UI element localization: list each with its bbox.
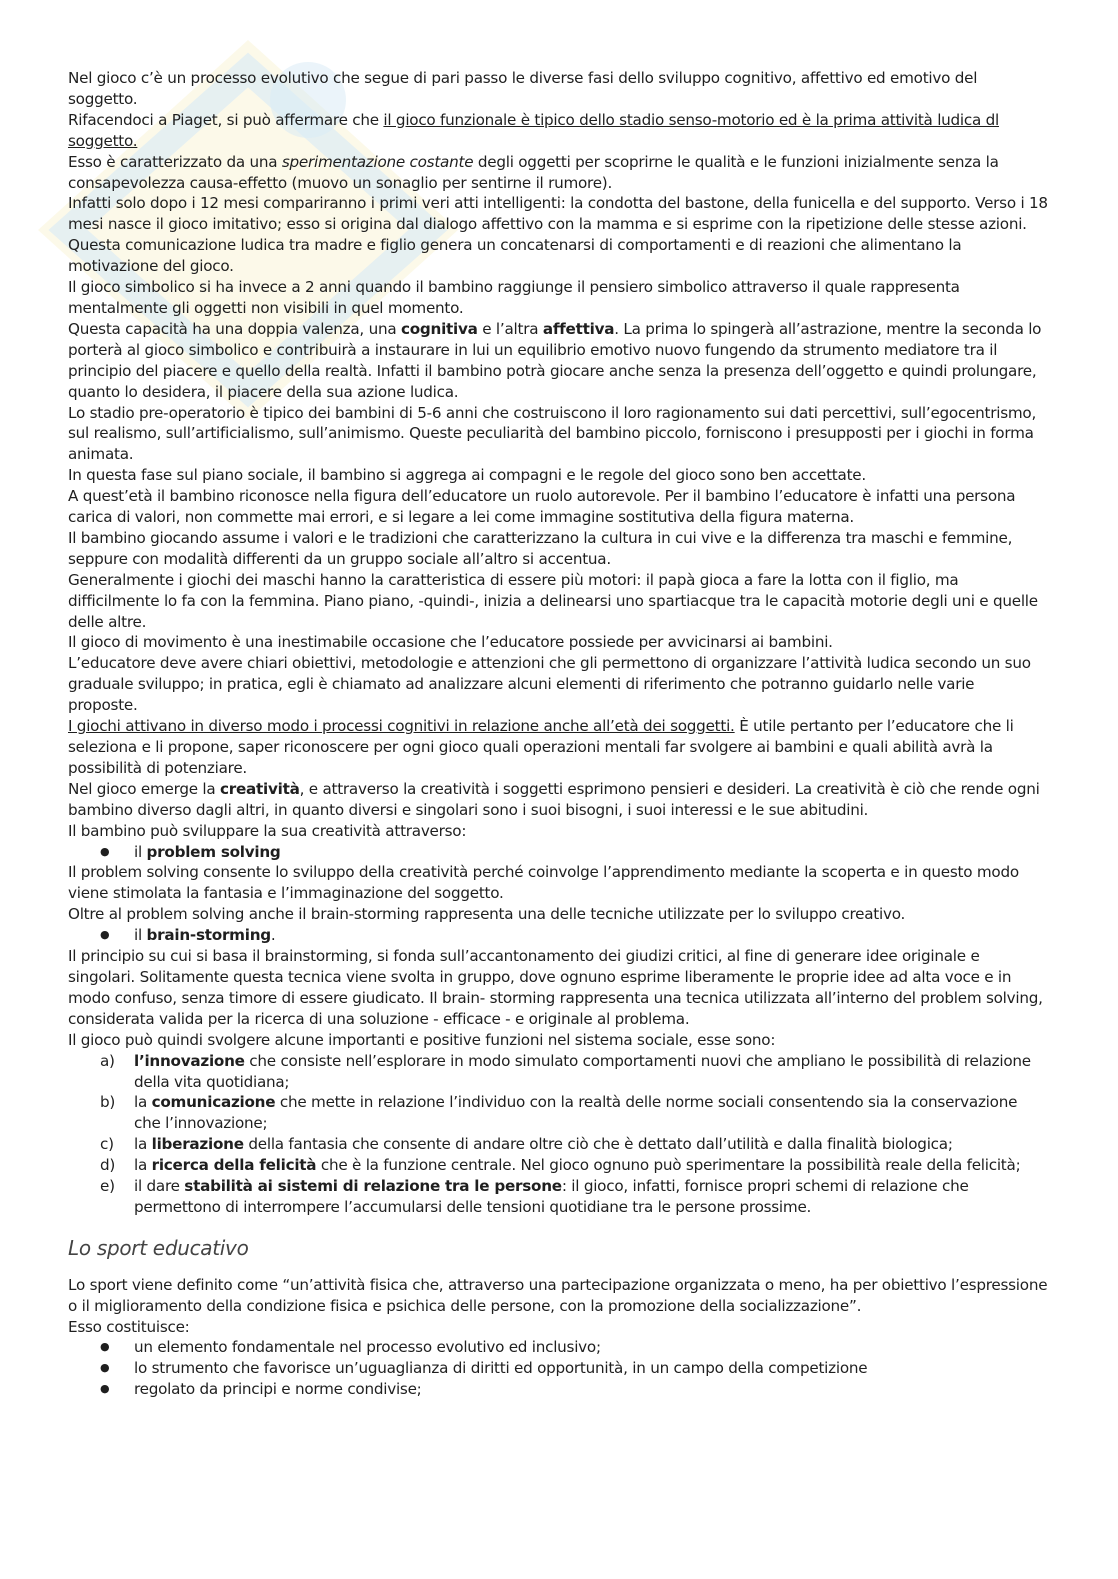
list-item: ● regolato da principi e norme condivise; (68, 1379, 1048, 1400)
bold-text: cognitiva (400, 319, 478, 338)
paragraph: A quest’età il bambino riconosce nella figura dell’educatore un ruolo autorevole. Per il bambino l’educatore è infatti una persona carica di valori, non commette mai errori, e si legare a lei come immagine sostitutiva della figura materna. (68, 487, 1016, 527)
list-marker: c) (100, 1135, 114, 1154)
list-marker: d) (100, 1156, 116, 1175)
bold-text: affettiva (542, 319, 615, 338)
list-item (68, 1134, 1048, 1155)
text: . (270, 926, 276, 945)
text: . La prima lo spingerà all’astrazione, mentre la seconda lo porterà al gioco simbolico e contribuirà a instaurare in lui un equilibrio emotivo nuovo fungendo da strumento mediatore tra il principio del piacere e quello della realtà. Infatti il bambino potrà giocare anche senza la presenza dell’oggetto e quindi prolungare, quanto lo desidera, il piacere della sua azione ludica. (68, 319, 1042, 401)
list-marker: b) (100, 1093, 116, 1112)
bold-text: l’innovazione (134, 1051, 245, 1070)
list-item (68, 1155, 1048, 1176)
list-item (68, 842, 1048, 863)
text: e l’altra (477, 319, 543, 338)
list-item: ● lo strumento che favorisce un’uguaglianza di diritti ed opportunità, in un campo della competizione (68, 1358, 1048, 1379)
paragraph: Il gioco di movimento è una inestimabile occasione che l’educatore possiede per avvicinarsi ai bambini. (68, 633, 833, 652)
paragraph: Il principio su cui si basa il brainstorming, si fonda sull’accantonamento dei giudizi critici, al fine di generare idee originale e singolari. Solitamente questa tecnica viene svolta in gruppo, dove ognuno esprime liberamente le proprie idee ad alta voce e in modo confuso, senza timore di essere giudicato. Il brain- storming rappresenta una tecnica utilizzata all’interno del problem solving, considerata valida per la ricerca di una soluzione - efficace - e originale al problema. (68, 947, 1043, 1028)
text: Questa capacità ha una doppia valenza, una (68, 319, 401, 338)
text: che è la funzione centrale. Nel gioco ognuno può sperimentare la possibilità reale della felicità; (316, 1156, 1021, 1175)
paragraph (68, 110, 1048, 152)
bullet-list (68, 842, 1048, 863)
bold-text: creatività (220, 779, 300, 798)
paragraph: Nel gioco c’è un processo evolutivo che segue di pari passo le diverse fasi dello sviluppo cognitivo, affettivo ed emotivo del soggetto. (68, 69, 978, 108)
bold-text: problem solving (146, 842, 281, 861)
bold-text: ricerca della felicità (151, 1156, 317, 1175)
list-item: ● un elemento fondamentale nel processo evolutivo ed inclusivo; (68, 1337, 1048, 1358)
bullet-list (68, 1337, 1048, 1400)
paragraph (68, 319, 1048, 403)
list-marker: a) (100, 1051, 115, 1070)
text: il dare (134, 1177, 185, 1196)
text: il (134, 842, 147, 861)
text: della fantasia che consente di andare oltre ciò che è dettato dall’utilità e dalla finalità biologica; (243, 1135, 953, 1154)
paragraph: Esso costituisce: (68, 1317, 190, 1336)
underlined-text: il gioco funzionale è tipico dello stadio senso-motorio ed è la prima attività ludica dl soggetto. (68, 110, 999, 150)
italic-text: sperimentazione costante (281, 152, 474, 171)
bold-text: brain-storming (146, 926, 271, 945)
paragraph: Infatti solo dopo i 12 mesi compariranno i primi veri atti intelligenti: la condotta del bastone, della funicella e del supporto. Verso i 18 mesi nasce il gioco imitativo; esso si origina dal dialogo affettivo con la mamma e si esprime con la ripetizione delle stesse azioni. Questa comunicazione ludica tra madre e figlio genera un concatenarsi di comportamenti e di reazioni che alimentano la motivazione del gioco. (68, 194, 1048, 276)
list-item (68, 925, 1048, 946)
section-heading: Lo sport educativo (68, 1235, 249, 1260)
list-item (68, 1176, 1048, 1218)
bullet-list (68, 925, 1048, 946)
text: la (134, 1135, 152, 1154)
text: la (134, 1156, 152, 1175)
underlined-text: I giochi attivano in diverso modo i processi cognitivi in relazione anche all’età dei soggetti. (68, 717, 735, 736)
text: : il gioco, infatti, fornisce propri schemi di relazione che permettono di interrompere l’accumularsi delle tensioni quotidiane tra le persone prossime. (134, 1177, 969, 1216)
paragraph: Oltre al problem solving anche il brain-storming rappresenta una delle tecniche utilizzate per lo sviluppo creativo. (68, 905, 906, 924)
paragraph: Il bambino giocando assume i valori e le tradizioni che caratterizzano la cultura in cui vive e la differenza tra maschi e femmine, seppure con modalità differenti da un gruppo sociale all’altro si accentua. (68, 528, 1013, 568)
text: Esso è caratterizzato da una (68, 152, 282, 171)
text: Nel gioco emerge la (68, 779, 220, 798)
paragraph: In questa fase sul piano sociale, il bambino si aggrega ai compagni e le regole del gioco sono ben accettate. (68, 466, 866, 485)
text: Rifacendoci a Piaget, si può affermare che (68, 110, 384, 129)
text: È utile pertanto per l’educatore che li seleziona e li propone, saper riconoscere per ogni gioco quali operazioni mentali far svolgere ai bambini e quali abilità avrà la possibilità di potenziare. (68, 717, 1014, 777)
paragraph: Il gioco simbolico si ha invece a 2 anni quando il bambino raggiunge il pensiero simbolico attraverso il quale rappresenta mentalmente gli oggetti non visibili in quel momento. (68, 278, 960, 317)
paragraph: Il bambino può sviluppare la sua creatività attraverso: (68, 821, 467, 840)
bold-text: liberazione (151, 1135, 244, 1154)
bold-text: stabilità ai sistemi di relazione tra le persone (184, 1177, 562, 1196)
document-body (68, 68, 1048, 1400)
text: il (134, 926, 147, 945)
list-marker: e) (100, 1177, 115, 1196)
paragraph: Il gioco può quindi svolgere alcune importanti e positive funzioni nel sistema sociale, esse sono: (68, 1030, 776, 1049)
paragraph: L’educatore deve avere chiari obiettivi, metodologie e attenzioni che gli permettono di organizzare l’attività ludica secondo un suo graduale sviluppo; in pratica, egli è chiamato ad analizzare alcuni elementi di riferimento che potranno guidarlo nelle varie proposte. (68, 654, 1031, 715)
paragraph: Lo stadio pre-operatorio è tipico dei bambini di 5-6 anni che costruiscono il loro ragionamento sui dati percettivi, sull’egocentrismo, sul realismo, sull’artificialismo, sull’animismo. Queste peculiarità del bambino piccolo, forniscono i presupposti per i giochi in forma animata. (68, 403, 1037, 464)
text: , e attraverso la creatività i soggetti esprimono pensieri e desideri. La creatività è ciò che rende ogni bambino diverso dagli altri, in quanto diversi e singolari sono i suoi bisogni, i suoi interessi e le sue abitudini. (68, 779, 1040, 819)
text: che mette in relazione l’individuo con la realtà delle norme sociali consentendo sia la conservazione che l’innovazione; (134, 1093, 1018, 1133)
paragraph (68, 716, 1048, 779)
text: la (134, 1093, 152, 1112)
list-item (68, 1051, 1048, 1093)
bold-text: comunicazione (151, 1093, 276, 1112)
paragraph: Generalmente i giochi dei maschi hanno la caratteristica di essere più motori: il papà gioca a fare la lotta con il figlio, ma difficilmente lo fa con la femmina. Piano piano, -quindi-, inizia a delinearsi uno spartiacque tra le capacità motorie degli uni e quelle delle altre. (68, 570, 1038, 631)
functions-list (68, 1051, 1048, 1218)
paragraph: Il problem solving consente lo sviluppo della creatività perché coinvolge l’apprendimento mediante la scoperta e in questo modo viene stimolata la fantasia e l’immaginazione del soggetto. (68, 863, 1019, 903)
paragraph: Lo sport viene definito come “un’attività fisica che, attraverso una partecipazione organizzata o meno, ha per obiettivo l’espressione o il miglioramento della condizione fisica e psichica delle persone, con la promozione della socializzazione”. (68, 1275, 1048, 1315)
list-item (68, 1092, 1048, 1134)
text: degli oggetti per scoprirne le qualità e le funzioni inizialmente senza la consapevolezza causa-effetto (muovo un sonaglio per sentirne il rumore). (68, 152, 999, 192)
paragraph (68, 152, 1048, 194)
paragraph (68, 779, 1048, 821)
text: che consiste nell’esplorare in modo simulato comportamenti nuovi che ampliano le possibilità di relazione della vita quotidiana; (134, 1051, 1031, 1091)
